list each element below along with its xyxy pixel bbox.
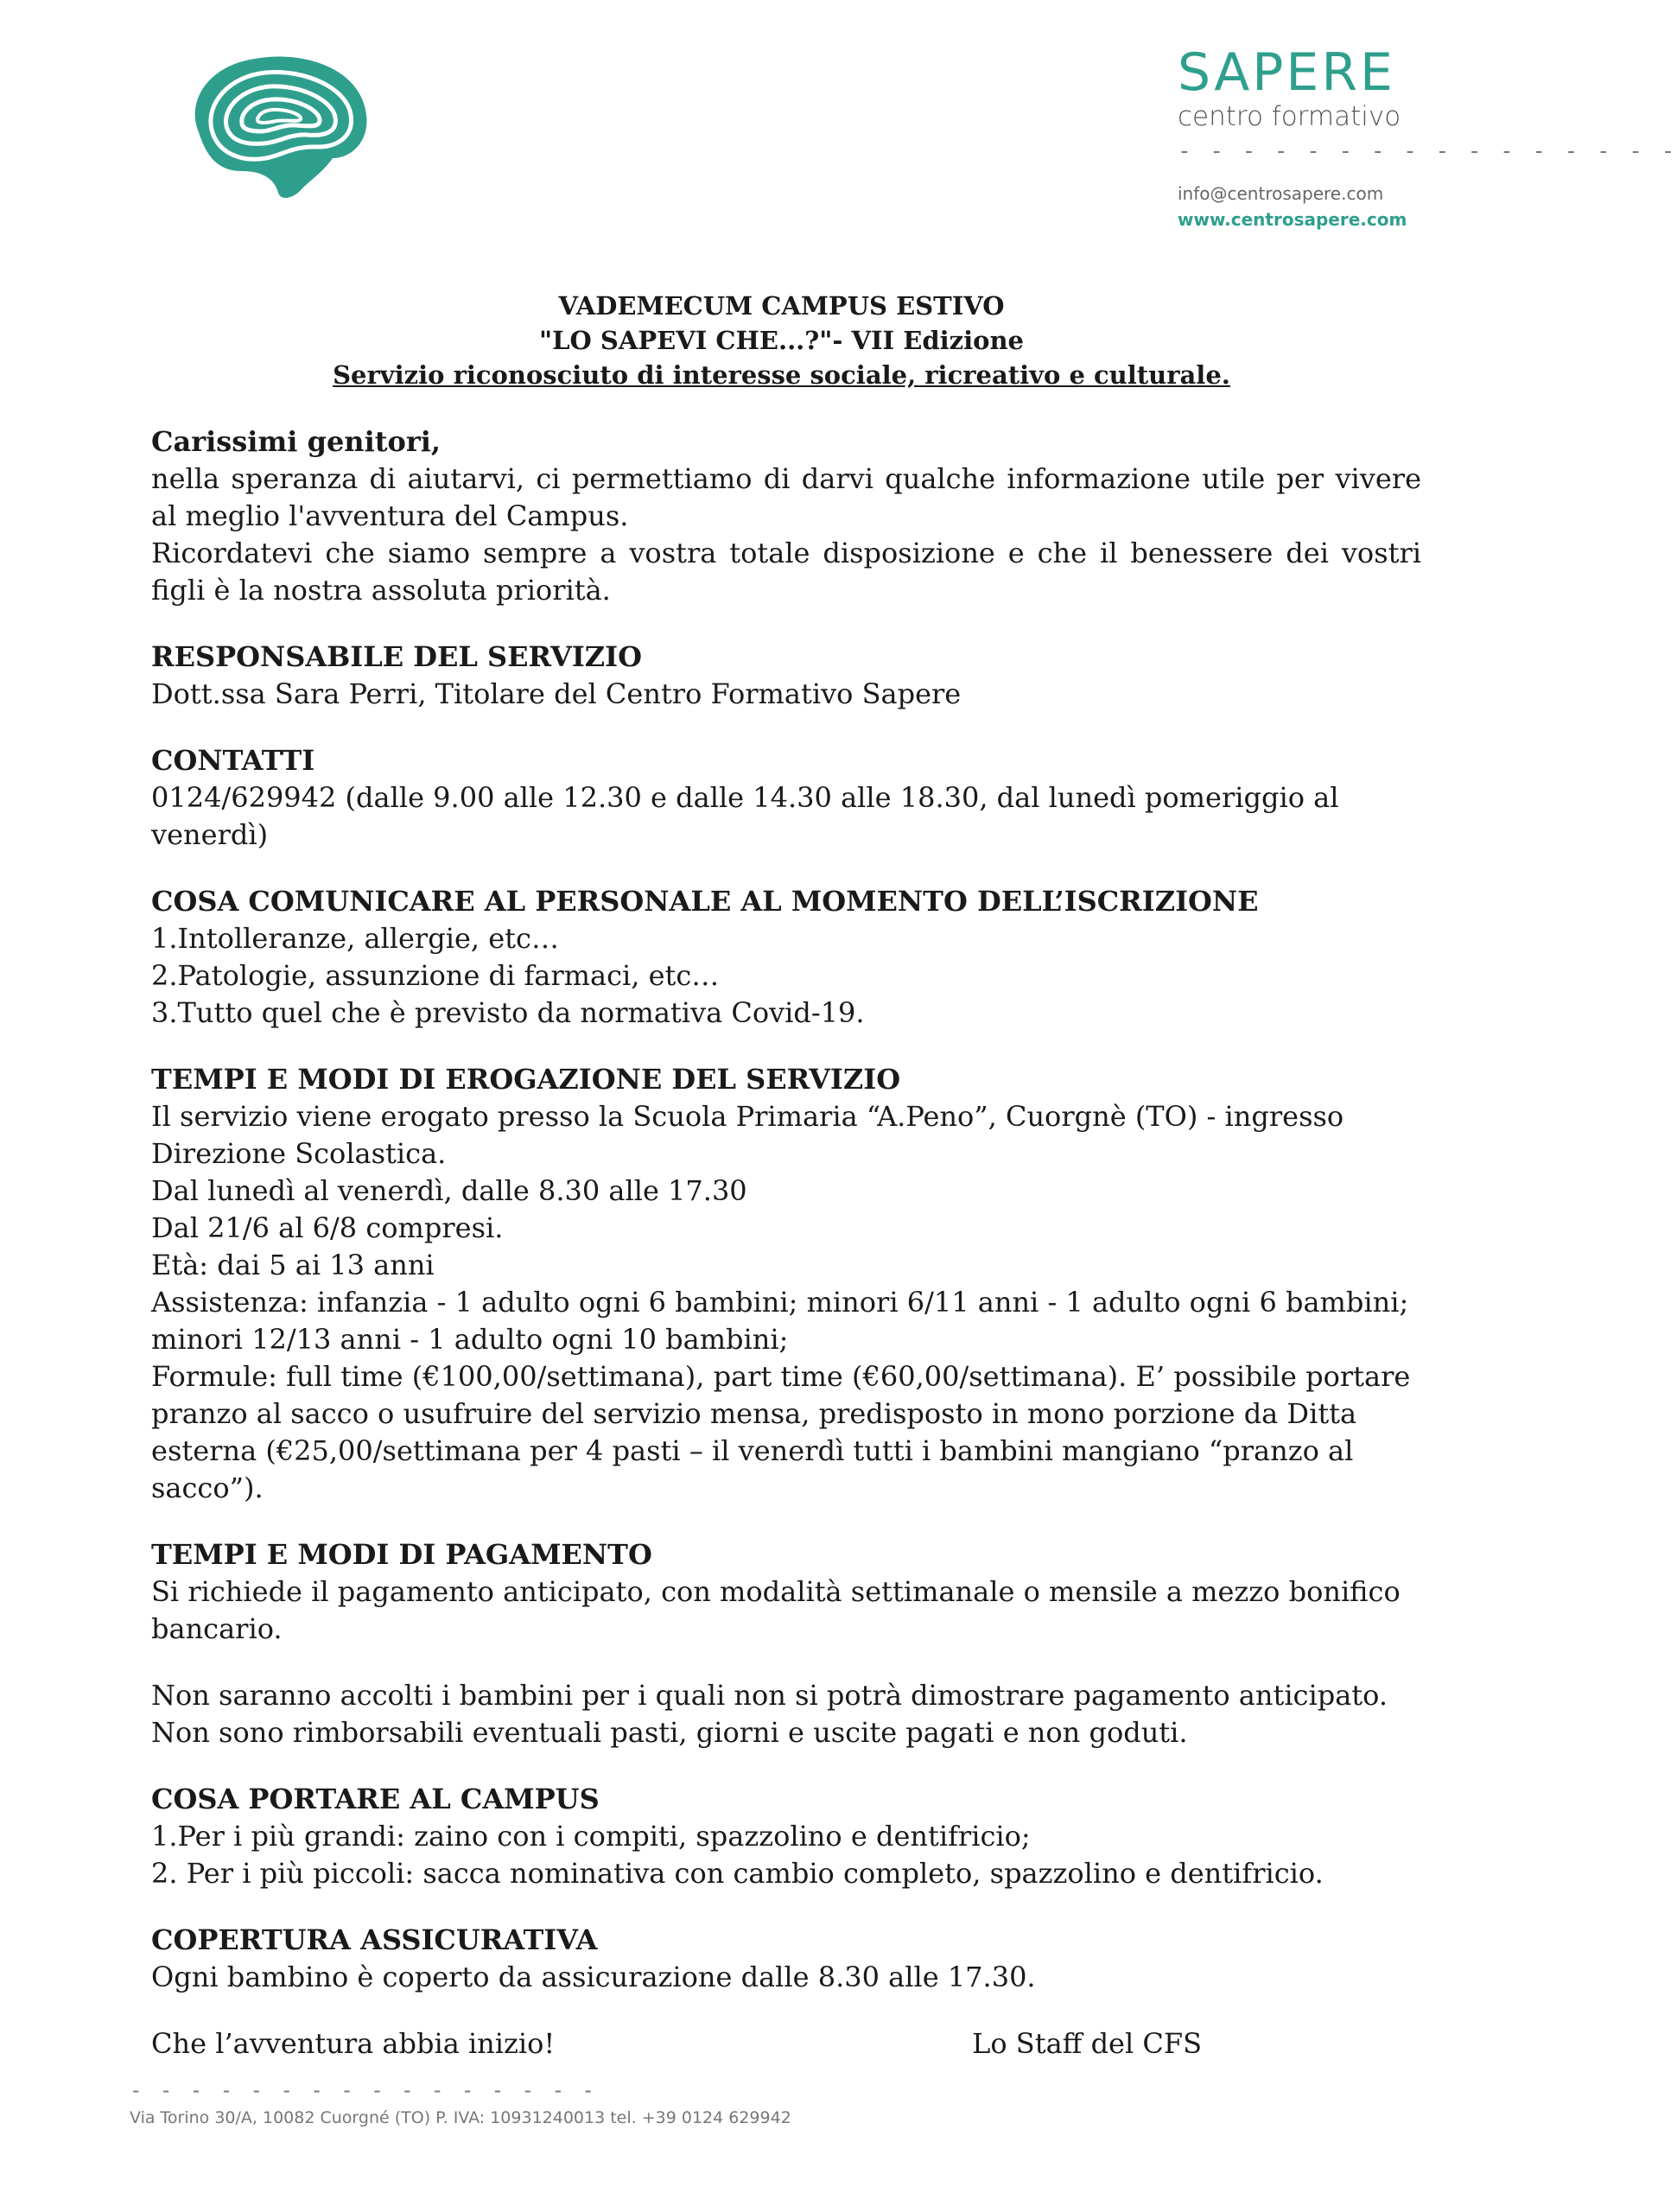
brand-subtitle: centro formativo <box>1178 101 1401 132</box>
formule-paragraph: Formule: full time (€100,00/settimana), part time (€60,00/settimana). E’ possibile portare pranzo al sacco o usufruire del servizio mensa, predisposto in mono porzione da Ditta esterna (€25,00/settimana per 4 pasti – il venerdì tutti i bambini mangiano “pranzo al sacco”). <box>151 1360 1411 1504</box>
brand-name: SAPERE <box>1178 42 1395 103</box>
tempi-line: Direzione Scolastica. <box>151 1137 447 1170</box>
responsabile-text: Dott.ssa Sara Perri, Titolare del Centro Formativo Sapere <box>151 677 962 710</box>
closing-greeting: Che l’avventura abbia inizio! <box>151 2027 556 2060</box>
tempi-line: Il servizio viene erogato presso la Scuola Primaria “A.Peno”, Cuorgnè (TO) - ingresso <box>151 1100 1344 1133</box>
document-body <box>151 423 1421 2063</box>
brand-block <box>1178 42 1677 230</box>
contatti-text: 0124/629942 (dalle 9.00 alle 12.30 e dalle 14.30 alle 18.30, dal lunedì pomeriggio al venerdì) <box>151 781 1339 851</box>
section-heading-responsabile: RESPONSABILE DEL SERVIZIO <box>151 640 642 673</box>
list-item: 3.Tutto quel che è previsto da normativa Covid-19. <box>151 996 865 1029</box>
intro-paragraph-1: nella speranza di aiutarvi, ci permettiamo di darvi qualche informazione utile per vivere al meglio l'avventura del Campus. <box>151 462 1421 532</box>
list-item: 1.Intolleranze, allergie, etc… <box>151 922 559 955</box>
footer-divider: - - - - - - - - - - - - - - - - <box>130 2078 597 2102</box>
website-link[interactable]: www.centrosapere.com <box>1178 209 1407 230</box>
pagamento-paragraph-3: Non sono rimborsabili eventuali pasti, giorni e uscite pagati e non goduti. <box>151 1716 1188 1749</box>
tempi-line: Dal lunedì al venerdì, dalle 8.30 alle 17.30 <box>151 1174 747 1207</box>
pagamento-paragraph-1: Si richiede il pagamento anticipato, con modalità settimanale o mensile a mezzo bonifico bancario. <box>151 1575 1401 1645</box>
list-item: 1.Per i più grandi: zaino con i compiti, spazzolino e dentifricio; <box>151 1820 1031 1853</box>
tempi-line: Assistenza: infanzia - 1 adulto ogni 6 bambini; minori 6/11 anni - 1 adulto ogni 6 bambini; <box>151 1286 1409 1319</box>
list-item: 2. Per i più piccoli: sacca nominativa con cambio completo, spazzolino e dentifricio. <box>151 1857 1324 1890</box>
footer-address: Via Torino 30/A, 10082 Cuorgné (TO) P. IVA: 10931240013 tel. +39 0124 629942 <box>130 2108 791 2127</box>
section-heading-assicurazione: COPERTURA ASSICURATIVA <box>151 1923 598 1956</box>
list-item: 2.Patologie, assunzione di farmaci, etc… <box>151 959 720 992</box>
title-line-2: "LO SAPEVI CHE...?"- VII Edizione <box>539 326 1024 355</box>
brand-divider: - - - - - - - - - - - - - - - - <box>1178 138 1677 164</box>
section-heading-tempi: TEMPI E MODI DI EROGAZIONE DEL SERVIZIO <box>151 1063 901 1096</box>
section-heading-comunicare: COSA COMUNICARE AL PERSONALE AL MOMENTO DELL’ISCRIZIONE <box>151 885 1259 918</box>
closing-signature: Lo Staff del CFS <box>972 2027 1202 2060</box>
pagamento-paragraph-2: Non saranno accolti i bambini per i quali non si potrà dimostrare pagamento anticipato. <box>151 1679 1388 1712</box>
title-line-1: VADEMECUM CAMPUS ESTIVO <box>558 291 1005 321</box>
contact-email[interactable]: info@centrosapere.com <box>1178 183 1384 204</box>
section-heading-pagamento: TEMPI E MODI DI PAGAMENTO <box>151 1538 652 1571</box>
tempi-line: minori 12/13 anni - 1 adulto ogni 10 bambini; <box>151 1323 789 1356</box>
closing-line <box>151 2025 1202 2063</box>
title-line-3: Servizio riconosciuto di interesse sociale, ricreativo e culturale. <box>333 360 1230 390</box>
assicurazione-text: Ogni bambino è coperto da assicurazione dalle 8.30 alle 17.30. <box>151 1961 1036 1993</box>
intro-paragraph-2: Ricordatevi che siamo sempre a vostra totale disposizione e che il benessere dei vostri figli è la nostra assoluta priorità. <box>151 537 1421 607</box>
tempi-line: Dal 21/6 al 6/8 compresi. <box>151 1211 504 1244</box>
document-title <box>0 289 1563 392</box>
section-heading-portare: COSA PORTARE AL CAMPUS <box>151 1783 600 1815</box>
tempi-line: Età: dai 5 ai 13 anni <box>151 1249 435 1281</box>
section-heading-contatti: CONTATTI <box>151 744 315 777</box>
brain-logo-icon <box>181 50 373 204</box>
greeting: Carissimi genitori, <box>151 425 441 458</box>
